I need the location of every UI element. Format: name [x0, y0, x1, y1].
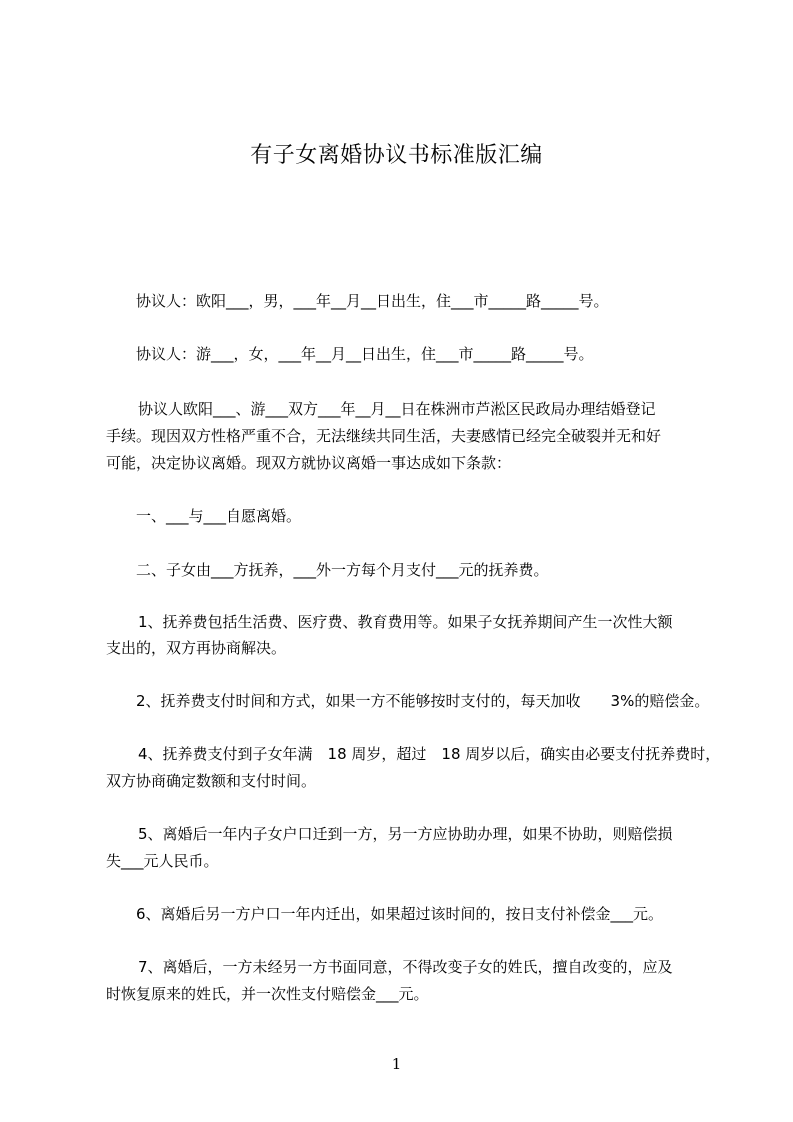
- item-5-line-1: 5、离婚后一年内子女户口迁到一方，另一方应协助办理，如果不协助，则赔偿损: [138, 825, 673, 843]
- preamble-line-2: 手续。现因双方性格严重不合，无法继续共同生活，夫妻感情已经完全破裂并无和好: [106, 427, 662, 445]
- item-2: 2、抚养费支付时间和方式，如果一方不能够按时支付的，每天加收 3%的赔偿金。: [136, 692, 710, 710]
- item-7-line-1: 7、离婚后，一方未经另一方书面同意，不得改变子女的姓氏，擅自改变的，应及: [138, 958, 673, 976]
- page-number: 1: [391, 1055, 402, 1073]
- item-4-line-1: 4、抚养费支付到子女年满 18 周岁，超过 18 周岁以后，确实由必要支付抚养费时，: [138, 745, 721, 763]
- item-1-line-2: 支出的，双方再协商解决。: [106, 639, 287, 657]
- item-5-line-2: 失___元人民币。: [106, 852, 219, 870]
- document-title: 有子女离婚协议书标准版汇编: [250, 143, 543, 168]
- item-6: 6、离婚后另一方户口一年内迁出，如果超过该时间的，按日支付补偿金___元。: [136, 905, 664, 923]
- party-a-info: 协议人：欧阳___，男，___年__月__日出生，住___市_____路_____号。: [136, 292, 609, 310]
- item-7-line-2: 时恢复原来的姓氏，并一次性支付赔偿金___元。: [106, 985, 429, 1003]
- item-4-line-2: 双方协商确定数额和支付时间。: [106, 772, 317, 790]
- clause-1: 一、___与___自愿离婚。: [136, 507, 302, 525]
- preamble-line-1: 协议人欧阳___、游___双方___年__月__日在株洲市芦淞区民政局办理结婚登记: [138, 400, 656, 418]
- preamble-line-3: 可能，决定协议离婚。现双方就协议离婚一事达成如下条款：: [106, 454, 512, 472]
- clause-2: 二、子女由___方抚养，___外一方每个月支付___元的抚养费。: [136, 561, 549, 579]
- party-b-info: 协议人：游___，女，___年__月__日出生，住___市_____路_____号。: [136, 345, 594, 363]
- item-1-line-1: 1、抚养费包括生活费、医疗费、教育费用等。如果子女抚养期间产生一次性大额: [138, 613, 673, 631]
